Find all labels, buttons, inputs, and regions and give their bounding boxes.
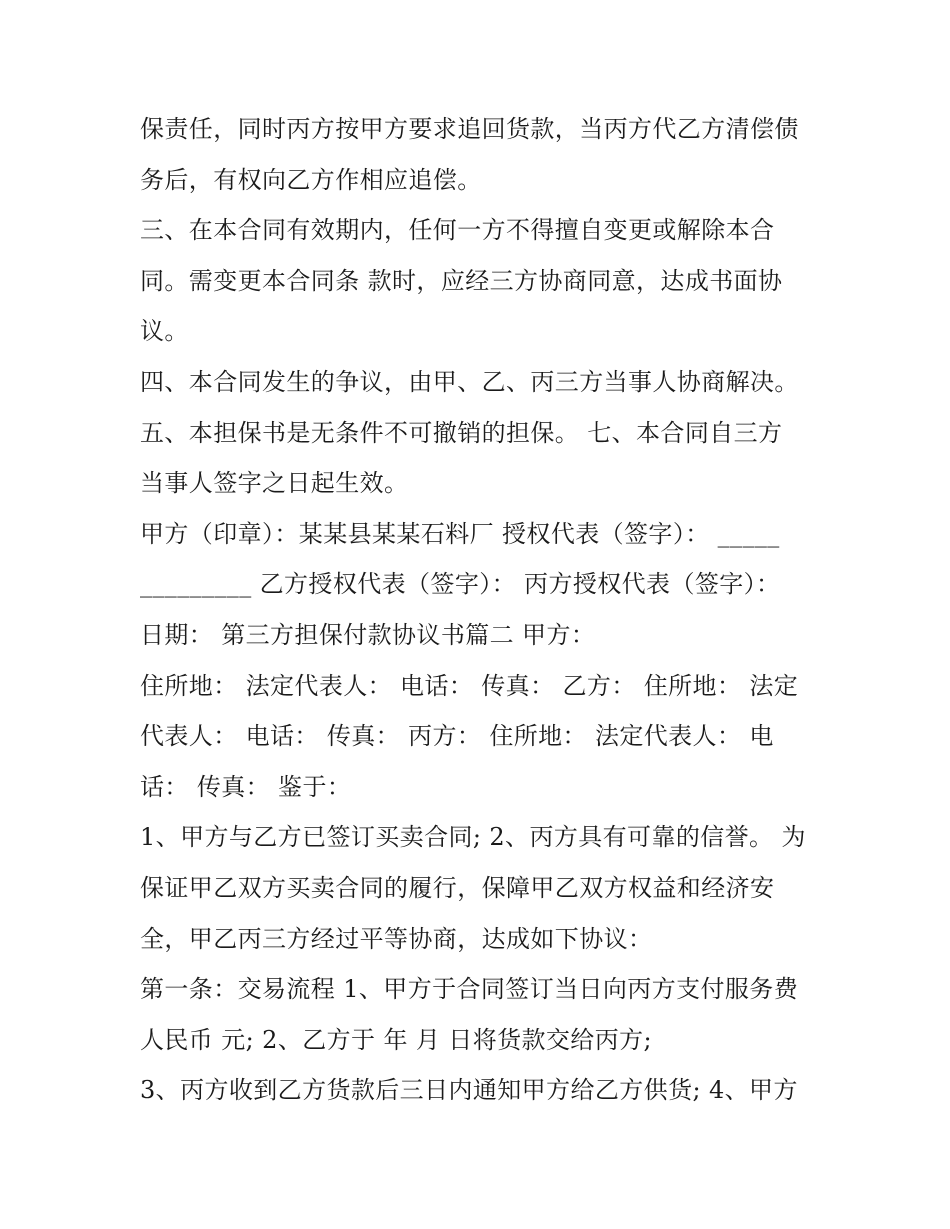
text-line: 当事人签字之日起生效。 — [140, 469, 409, 498]
text-line: 第一条：交易流程 1、甲方于合同签订当日向丙方支付服务费 — [140, 975, 799, 1004]
text-line: 保证甲乙双方买卖合同的履行，保障甲乙双方权益和经济安 — [140, 873, 775, 902]
text-line: 日期： 第三方担保付款协议书篇二 甲方： — [140, 620, 596, 649]
text-line: 同。需变更本合同条 款时，应经三方协商同意，达成书面协 — [140, 266, 783, 295]
text-line: 议。 — [140, 317, 189, 346]
text-line: 全，甲乙丙三方经过平等协商，达成如下协议： — [140, 924, 653, 953]
text-line: 三、在本合同有效期内，任何一方不得擅自变更或解除本合 — [140, 216, 775, 245]
text-line: 代表人： 电话： 传真： 丙方： 住所地： 法定代表人： 电 — [140, 722, 774, 751]
text-line: 话： 传真： 鉴于： — [140, 772, 352, 801]
text-line: 人民币 元; 2、乙方于 年 月 日将货款交给丙方; — [140, 1025, 652, 1054]
document-body — [140, 104, 820, 1116]
text-line: 四、本合同发生的争议，由甲、乙、丙三方当事人协商解决。 — [140, 367, 799, 396]
text-line: 五、本担保书是无条件不可撤销的担保。 七、本合同自三方 — [140, 418, 783, 447]
text-line: 3、丙方收到乙方货款后三日内通知甲方给乙方供货; 4、甲方 — [140, 1076, 798, 1105]
text-line: 保责任，同时丙方按甲方要求追回货款，当丙方代乙方清偿债 — [140, 115, 799, 143]
text-line: 住所地： 法定代表人： 电话： 传真： 乙方： 住所地： 法定 — [140, 671, 799, 700]
text-line: _________ 乙方授权代表（签字）： 丙方授权代表（签字）： — [140, 570, 781, 599]
text-line: 1、甲方与乙方已签订买卖合同; 2、丙方具有可靠的信誉。 为 — [140, 823, 806, 852]
text-line: 务后，有权向乙方作相应追偿。 — [140, 165, 482, 194]
text-line: 甲方（印章）：某某县某某石料厂 授权代表（签字）： _____ — [140, 519, 780, 548]
